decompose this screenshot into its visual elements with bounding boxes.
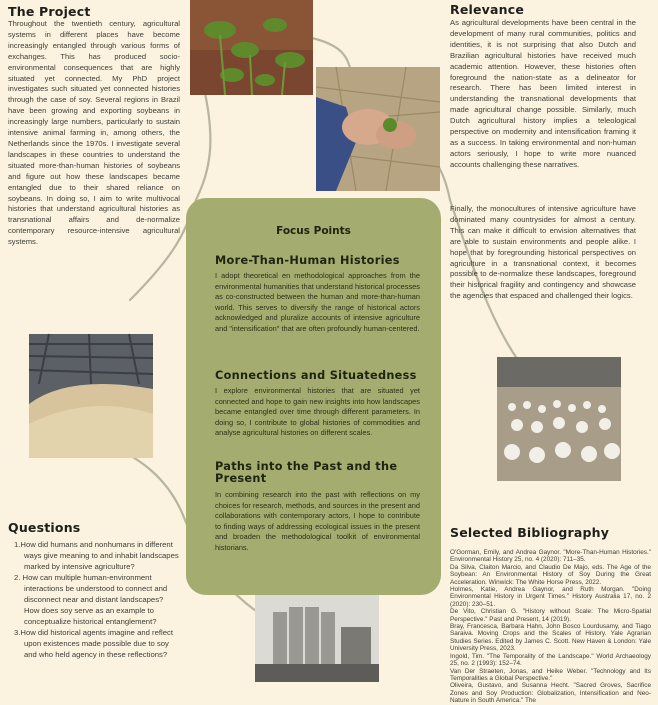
bibliography-entry: Oliveira, Gustavo, and Susanna Hecht. "Sacred Groves, Sacrifice Zones and Soy Production: Globalization, Intensification and Neo-Nature in South America." The	[450, 682, 651, 705]
bibliography-entry: De Vito, Christian G. "History without Scale: The Micro-Spatial Perspective." Past and Present, 14 (2019).	[450, 608, 651, 623]
bibliography-entry: Ingold, Tim. "The Temporality of the Landscape." World Archaeology 25, no. 2 (1993): 152–74.	[450, 652, 651, 668]
bibliography-entry: O'Gorman, Emily, and Andrea Gaynor. "More-Than-Human Histories." Environmental History 25, no. 4 (2020): 711–35.	[450, 549, 651, 564]
focus-item-text: In combining research into the past with reflections on my choices for research, methods, and sources in the present and collaborations with contemporary actors, I hope to contribute to finding ways of addressing ecological issues in the present and broaden the methodological toolkit of environmental historians.	[215, 490, 420, 552]
chicken-barn-photo	[497, 357, 621, 481]
question-item: 3.How did historical agents imagine and reflect upon existences made possible due to soy and who held agency in these reflections?	[14, 628, 173, 659]
questions-heading: Questions	[8, 520, 81, 535]
focus-item-heading: Connections and Situatedness	[215, 369, 417, 382]
question-item: 2. How can multiple human-environment interactions be understood to connect and disconnect near and distant landscapes? How does soy serve as an example to conceptualize historical entanglement?	[14, 573, 168, 626]
bibliography-list	[450, 549, 651, 705]
project-text: Throughout the twentieth century, agricultural systems in different places have become increasingly entangled through various forms of exchanges. This has produced socio-environmental consequences that are highly situated yet connected. My PhD project investigates such situated yet connected histories through the case of soy. Several regions in Brazil have been growing and exporting soybeans in increasingly large numbers, particularly to sustain intensive animal farming in, among others, the Netherlands since the 1970s. I investigate several landscapes in these countries to understand the situated more-than-human histories of soybeans and figure out how these landscapes became entangled due to their shared reliance on soybeans. In doing so, I aim to write multivocal histories that understand agricultural histories as transnational affairs and de-normalize contemporary resource-intensive agricultural systems.	[8, 19, 180, 247]
soybean-warehouse-photo	[29, 334, 153, 458]
questions-list	[14, 539, 180, 660]
focus-points-panel	[186, 198, 441, 595]
question-item: 1.How did humans and nonhumans in different ways give meaning to and inhabit landscapes marked by intensive agriculture?	[14, 540, 179, 571]
relevance-text-2: Finally, the monocultures of intensive agriculture have dominated many countrysides for almost a century. This can make it difficult to envision alternatives that are able to sustain environments and people alike. I hope that by foregrounding historical perspectives on agriculture in a transnational context, it becomes possible to de-normalize these landscapes, foreground their historical fragility and contingency and showcase the agencies that espaced and challenged their logics.	[450, 204, 636, 301]
project-heading: The Project	[8, 4, 91, 19]
focus-item-text: I adopt theoretical en methodological approaches from the environmental humanities that understand historical processes as co-constructed between the human and more-than-human world. This serves to diversify the range of historical actors acknowledged and pluralize accounts of intensive agriculture and "intensification" that are often profoundly human-centered.	[215, 271, 420, 333]
bibliography-entry: Da Silva, Claiton Marcio, and Claudio De Majo, eds. The Age of the Soybean: An Environmental History of Soy During the Great Acceleration. Winwick: The White Horse Press, 2022.	[450, 563, 651, 586]
focus-item-heading: Paths into the Past and the Present	[215, 460, 398, 485]
relevance-text-1: As agricultural developments have been central in the development of many rural communities, politics and identities, it is not surprising that also Dutch and Brazilian agricultural histories have received much academic attention. However, these histories often foreground the nation-state as a delineator for research. There has been limited interest in understanding the transnational developments that made agricultural change possible. Similarly, much Dutch agricultural history implies a teleological perspective on modernity and intensification framing it as a success. In taking environmental and non-human actors seriously, I hope to write more nuanced accounts challenging these narratives.	[450, 18, 636, 169]
hands-seedling-photo	[316, 67, 440, 191]
bibliography-heading: Selected Bibliography	[450, 525, 610, 540]
silos-photo	[255, 592, 379, 682]
relevance-heading: Relevance	[450, 2, 525, 17]
soy-seedlings-photo	[190, 0, 313, 95]
bibliography-entry: Holmes, Katie, Andrea Gaynor, and Ruth Morgan. "Doing Environmental History in Urgent Times." History Australia 17, no. 2 (2020): 230–51.	[450, 586, 651, 608]
focus-item-text: I explore environmental histories that are situated yet connected and hope to gain new insights into how landscapes became entangled over time through different parameters. In doing so, I contribute to global histories of commodities and analyse agricultural histories on different scales.	[215, 386, 420, 438]
bibliography-entry: Bray, Francesca, Barbara Hahn, John Bosco Lourdusamy, and Tiago Saraiva. Moving Crops and the Scales of History. Yale Agrarian Studies Series. Edited by James C. Scott. New Haven & London: Yale University Press, 2023.	[450, 623, 651, 653]
focus-item-heading: More-Than-Human Histories	[215, 254, 400, 267]
focus-points-title: Focus Points	[276, 225, 351, 237]
bibliography-entry: Van Der Straeten, Jonas, and Heike Weber. "Technology and Its Temporalities a Global Perspective."	[450, 667, 651, 682]
